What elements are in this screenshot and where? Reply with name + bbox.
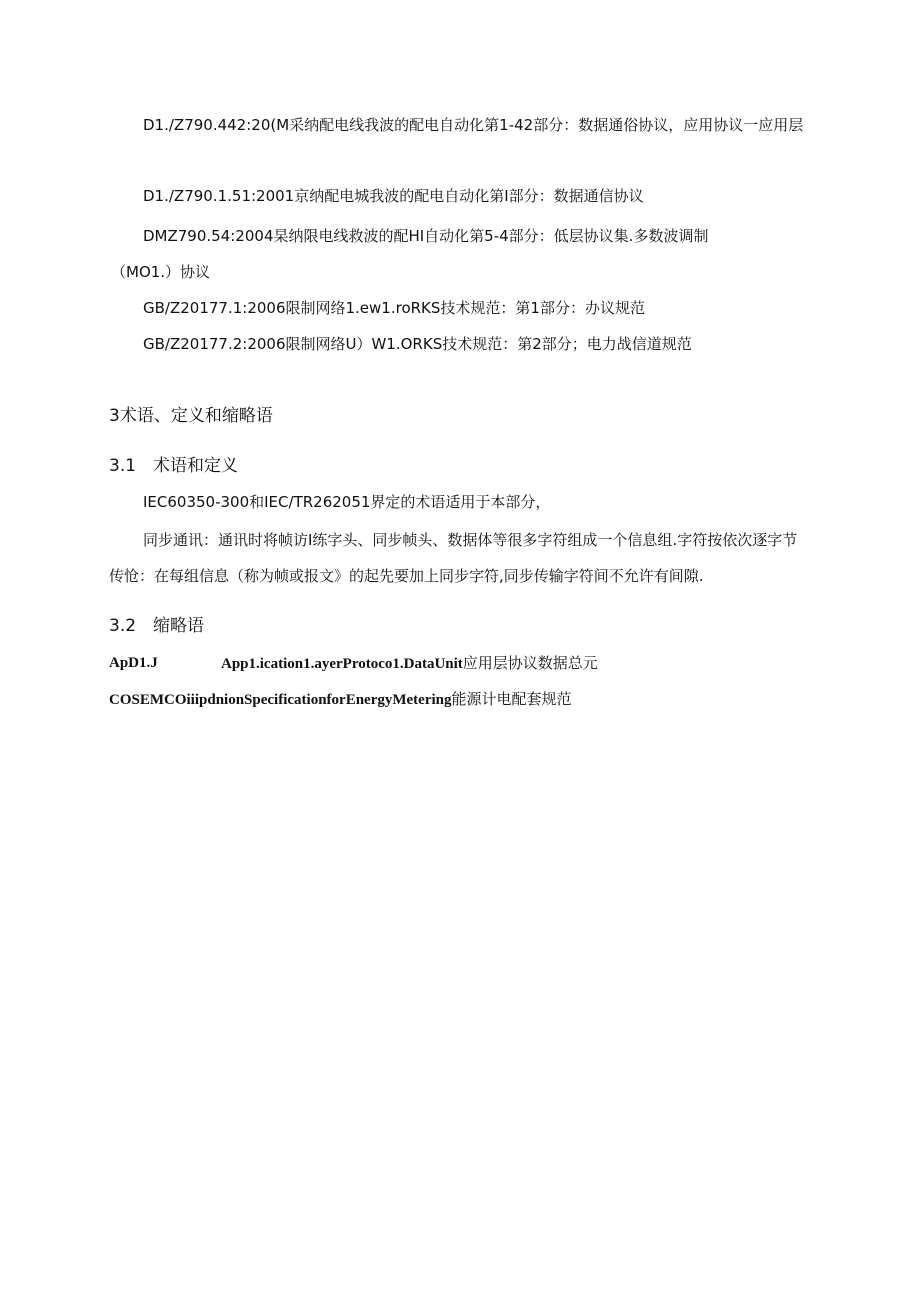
- abbreviation-term: COSEMCOiiipdnionSpecificationforEnergyMetering: [109, 692, 452, 708]
- abbreviation-definition: [221, 653, 598, 674]
- abbreviation-entry: [109, 689, 572, 710]
- reference-item: GB/Z20177.1:2006限制网络1.ew1.roRKS技术规范：第1部分：办议规范: [143, 299, 645, 317]
- paragraph: IEC60350-300和IEC/TR262051界定的术语适用于本部分，: [143, 493, 551, 511]
- abbreviation-chinese: 应用层协议数据总元: [462, 654, 598, 672]
- reference-item: GB/Z20177.2:2006限制网络U）W1.ORKS技术规范：第2部分；电力战信道规范: [143, 335, 692, 353]
- paragraph: 同步通讯：通讯时将帧访I练字头、同步帧头、数据体等很多字符组成一个信息组.字符按依次逐字节: [143, 531, 798, 549]
- section-heading: 3术语、定义和缩略语: [109, 406, 273, 426]
- subsection-heading: 3.2 缩略语: [109, 616, 205, 636]
- abbreviation-term: ApD1.J: [109, 655, 158, 671]
- abbreviation-expansion: App1.ication1.ayerProtoco1.DataUnit: [221, 656, 463, 672]
- reference-item: D1./Z790.1.51:2001京纳配电城我波的配电自动化第I部分：数据通信协议: [143, 187, 644, 205]
- paragraph-continuation: 传怆：在每组信息（称为帧或报文》的起先要加上同步字符,同步传输字符间不允许有间隙.: [109, 567, 704, 585]
- reference-item: DMZ790.54:2004杲纳限电线救波的配HI自动化第5-4部分：低层协议集.多数波调制: [143, 227, 709, 245]
- reference-item: D1./Z790.442:20(M采纳配电线我波的配电自动化第1-42部分：数据通俗协议，应用协议一应用层: [143, 116, 804, 134]
- reference-item-continuation: （MO1.）协议: [111, 263, 211, 281]
- subsection-heading: 3.1 术语和定义: [109, 456, 239, 476]
- abbreviation-chinese: 能源计电配套规范: [451, 690, 572, 708]
